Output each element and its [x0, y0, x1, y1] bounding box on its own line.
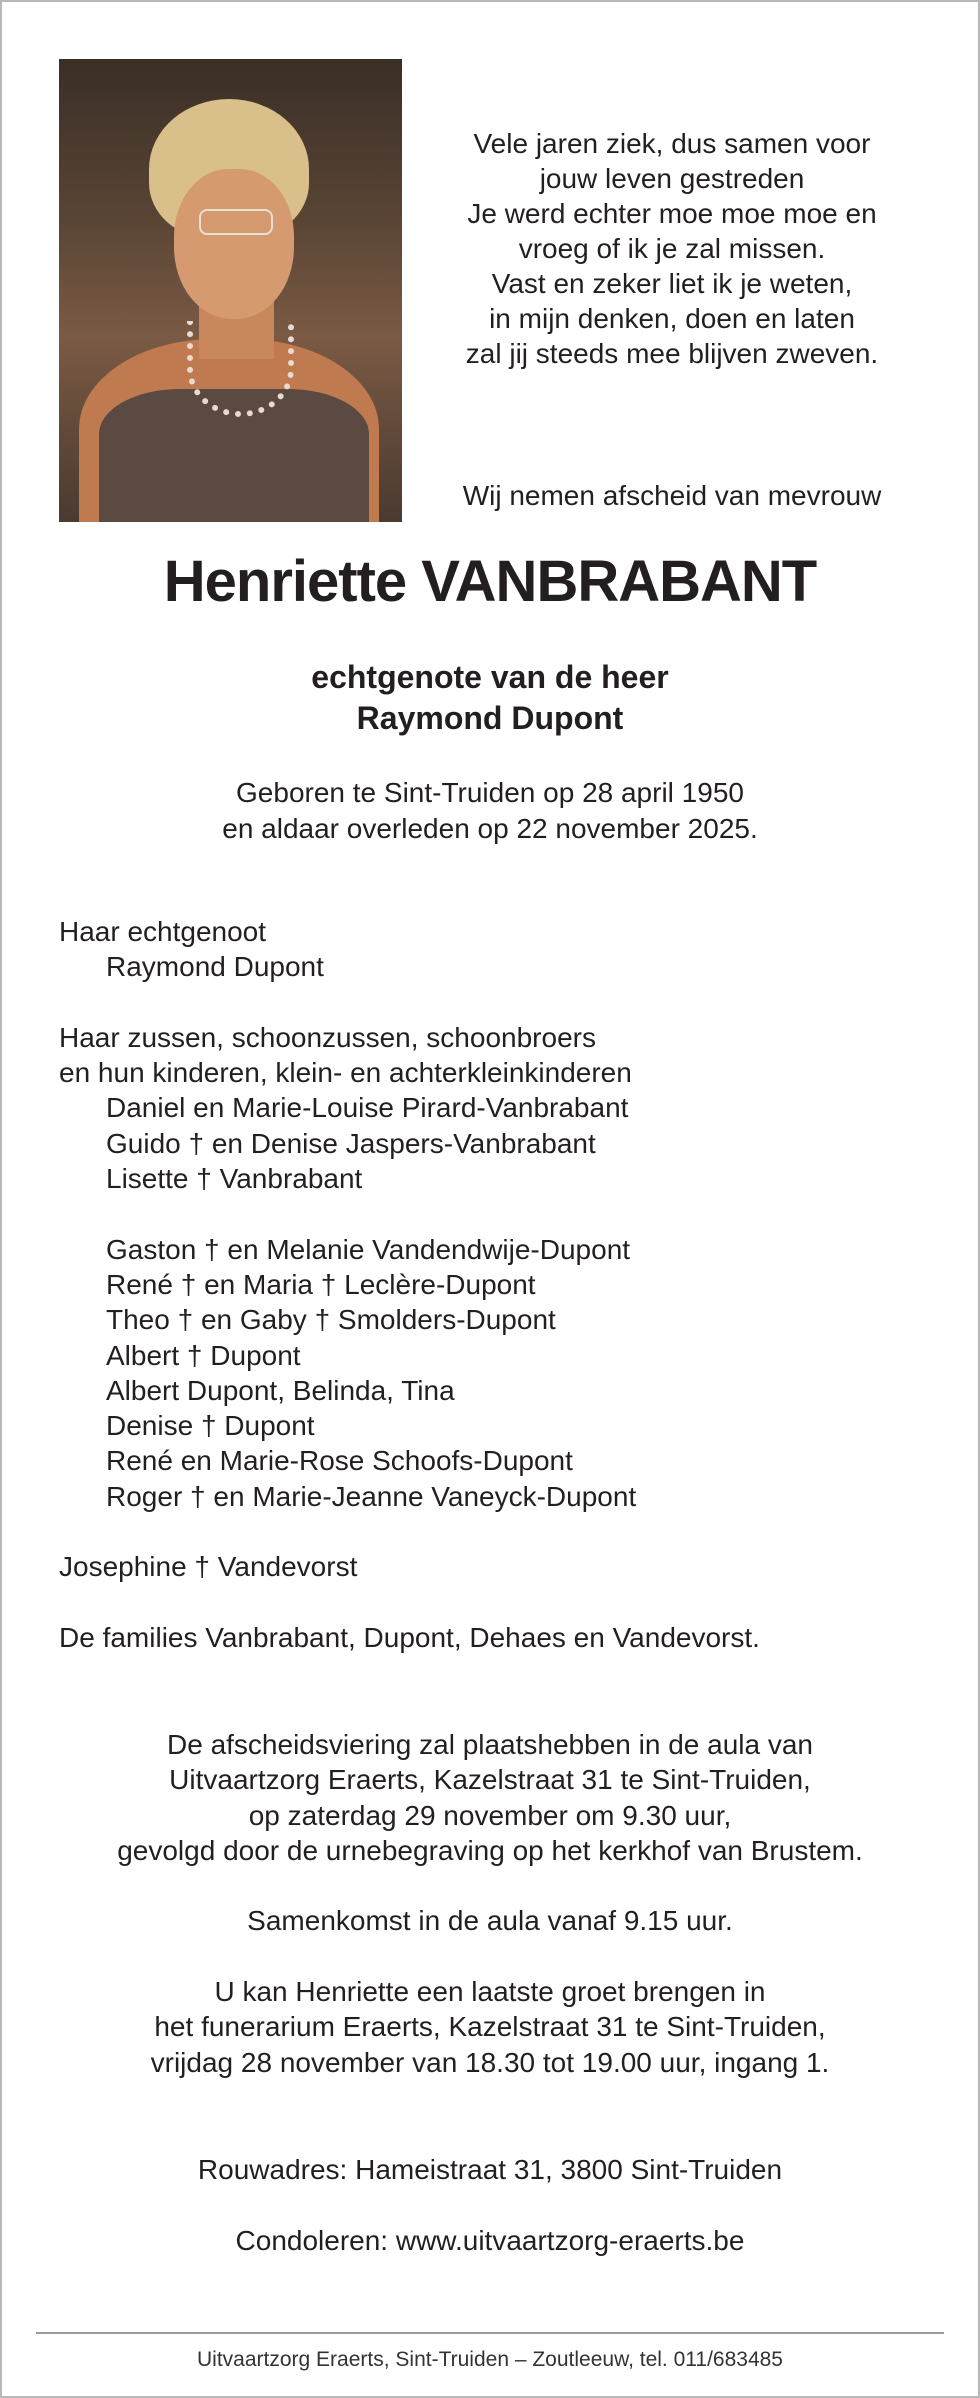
family-member: Lisette † Vanbrabant — [106, 1163, 363, 1195]
birth-line: Geboren te Sint-Truiden op 28 april 1950 — [236, 777, 744, 808]
poem-line: jouw leven gestreden — [539, 163, 805, 194]
gathering-line: Samenkomst in de aula vanaf 9.15 uur. — [247, 1905, 733, 1937]
poem-line: vroeg of ik je zal missen. — [518, 233, 826, 264]
family-member: Gaston † en Melanie Vandendwije-Dupont — [106, 1233, 631, 1265]
deceased-name: Henriette VANBRABANT — [163, 549, 817, 614]
poem-line: Vele jaren ziek, dus samen voor — [473, 128, 871, 159]
family-member: Albert † Dupont — [106, 1339, 301, 1371]
husband-name: Raymond Dupont — [106, 951, 324, 983]
family-member: Roger † en Marie-Jeanne Vaneyck-Dupont — [106, 1480, 637, 1512]
funeral-home-footer: Uitvaartzorg Eraerts, Sint-Truiden – Zoutleeuw, tel. 011/683485 — [197, 2348, 783, 2371]
ceremony-line: Uitvaartzorg Eraerts, Kazelstraat 31 te Sint-Truiden, — [169, 1764, 811, 1796]
poem-line: Je werd echter moe moe moe en — [467, 198, 877, 229]
footer-divider — [36, 2332, 944, 2334]
portrait-photo — [59, 59, 402, 522]
visitation-line: het funerarium Eraerts, Kazelstraat 31 te Sint-Truiden, — [154, 2011, 826, 2043]
family-member: René en Marie-Rose Schoofs-Dupont — [106, 1445, 573, 1477]
family-member: Guido † en Denise Jaspers-Vanbrabant — [106, 1127, 596, 1159]
spouse-block — [2, 657, 978, 739]
condolence-link[interactable]: Condoleren: www.uitvaartzorg-eraerts.be — [235, 2225, 745, 2256]
family-member: René † en Maria † Leclère-Dupont — [106, 1268, 536, 1300]
birth-death-info — [2, 775, 978, 847]
siblings-heading: en hun kinderen, klein- en achterkleinkinderen — [59, 1057, 632, 1089]
intro-text: Wij nemen afscheid van mevrouw — [462, 480, 882, 511]
ceremony-line: op zaterdag 29 november om 9.30 uur, — [248, 1799, 732, 1831]
family-member: Daniel en Marie-Louise Pirard-Vanbrabant — [106, 1092, 629, 1124]
poem-line: Vast en zeker liet ik je weten, — [491, 268, 853, 299]
family-member: Denise † Dupont — [106, 1410, 315, 1442]
visitation-line: vrijdag 28 november van 18.30 tot 19.00 uur, ingang 1. — [150, 2046, 830, 2078]
families-line: De families Vanbrabant, Dupont, Dehaes en Vandevorst. — [59, 1621, 760, 1653]
poem — [422, 126, 922, 371]
family-member: Theo † en Gaby † Smolders-Dupont — [106, 1304, 556, 1336]
ceremony-info — [2, 1727, 978, 2080]
family-member: Albert Dupont, Belinda, Tina — [106, 1374, 455, 1406]
spouse-title: echtgenote van de heer — [311, 659, 669, 695]
death-line: en aldaar overleden op 22 november 2025. — [222, 813, 758, 844]
poem-line: zal jij steeds mee blijven zweven. — [465, 338, 879, 369]
siblings-heading: Haar zussen, schoonzussen, schoonbroers — [59, 1021, 596, 1053]
poem-line: in mijn denken, doen en laten — [489, 303, 855, 334]
ceremony-line: De afscheidsviering zal plaatshebben in de aula van — [167, 1729, 813, 1760]
husband-heading: Haar echtgenoot — [59, 916, 267, 947]
spouse-name: Raymond Dupont — [356, 700, 624, 736]
family-list — [59, 914, 939, 1655]
ceremony-line: gevolgd door de urnebegraving op het kerkhof van Brustem. — [117, 1834, 863, 1866]
visitation-line: U kan Henriette een laatste groet brengen in — [214, 1976, 766, 2008]
mourning-address: Rouwadres: Hameistraat 31, 3800 Sint-Truiden — [197, 2154, 783, 2185]
family-member: Josephine † Vandevorst — [59, 1551, 358, 1583]
